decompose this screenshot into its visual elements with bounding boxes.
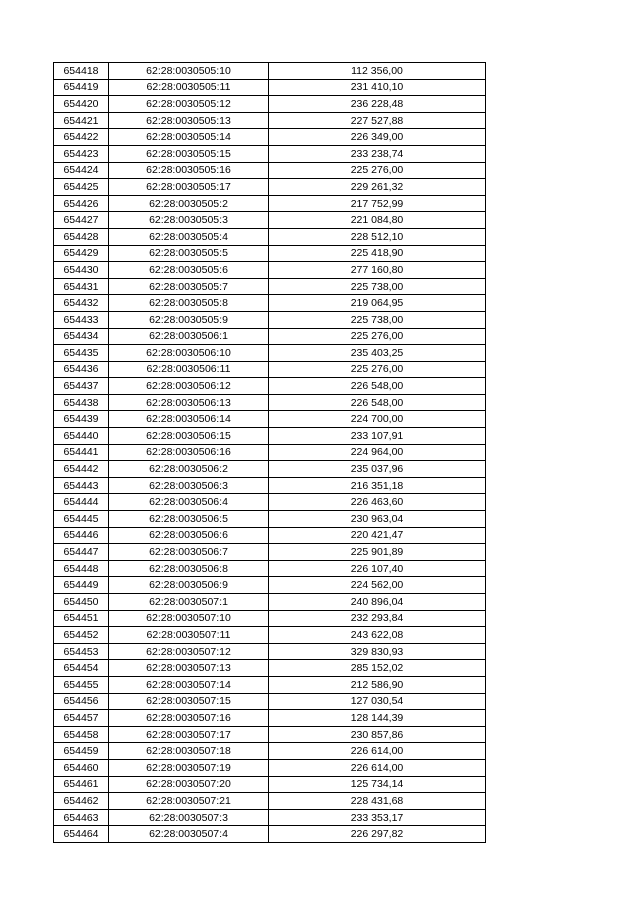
value-cell: 230 857,86 [269,726,486,743]
row-id-cell: 654455 [54,676,109,693]
value-cell: 224 700,00 [269,411,486,428]
cadastral-number-cell: 62:28:0030506:3 [109,477,269,494]
row-id-cell: 654456 [54,693,109,710]
value-cell: 230 963,04 [269,511,486,528]
cadastral-number-cell: 62:28:0030505:10 [109,63,269,80]
value-cell: 233 238,74 [269,145,486,162]
table-row [54,295,486,312]
table-row [54,594,486,611]
row-id-cell: 654448 [54,560,109,577]
row-id-cell: 654437 [54,378,109,395]
row-id-cell: 654444 [54,494,109,511]
value-cell: 212 586,90 [269,676,486,693]
row-id-cell: 654452 [54,627,109,644]
value-cell: 329 830,93 [269,643,486,660]
table-row [54,228,486,245]
table-row [54,378,486,395]
cadastral-number-cell: 62:28:0030507:15 [109,693,269,710]
table-row [54,328,486,345]
table-row [54,793,486,810]
row-id-cell: 654428 [54,228,109,245]
cadastral-number-cell: 62:28:0030507:4 [109,826,269,843]
table-row [54,112,486,129]
value-cell: 243 622,08 [269,627,486,644]
cadastral-number-cell: 62:28:0030506:16 [109,444,269,461]
value-cell: 224 562,00 [269,577,486,594]
table-row [54,311,486,328]
row-id-cell: 654446 [54,527,109,544]
table-row [54,643,486,660]
row-id-cell: 654459 [54,743,109,760]
cadastral-number-cell: 62:28:0030506:1 [109,328,269,345]
value-cell: 225 738,00 [269,278,486,295]
value-cell: 225 738,00 [269,311,486,328]
cadastral-number-cell: 62:28:0030505:14 [109,129,269,146]
cadastral-number-cell: 62:28:0030506:4 [109,494,269,511]
value-cell: 235 037,96 [269,461,486,478]
table-row [54,494,486,511]
cadastral-number-cell: 62:28:0030507:21 [109,793,269,810]
cadastral-number-cell: 62:28:0030505:8 [109,295,269,312]
table-row [54,428,486,445]
cadastral-number-cell: 62:28:0030505:13 [109,112,269,129]
row-id-cell: 654445 [54,511,109,528]
cadastral-value-table [53,62,486,843]
value-cell: 235 403,25 [269,345,486,362]
cadastral-number-cell: 62:28:0030507:11 [109,627,269,644]
row-id-cell: 654457 [54,710,109,727]
value-cell: 233 353,17 [269,809,486,826]
row-id-cell: 654463 [54,809,109,826]
row-id-cell: 654443 [54,477,109,494]
row-id-cell: 654431 [54,278,109,295]
cadastral-number-cell: 62:28:0030505:9 [109,311,269,328]
table-row [54,759,486,776]
value-cell: 226 297,82 [269,826,486,843]
value-cell: 224 964,00 [269,444,486,461]
cadastral-number-cell: 62:28:0030505:4 [109,228,269,245]
value-cell: 228 431,68 [269,793,486,810]
value-cell: 220 421,47 [269,527,486,544]
row-id-cell: 654436 [54,361,109,378]
row-id-cell: 654418 [54,63,109,80]
cadastral-number-cell: 62:28:0030507:12 [109,643,269,660]
row-id-cell: 654420 [54,96,109,113]
row-id-cell: 654464 [54,826,109,843]
row-id-cell: 654425 [54,179,109,196]
table-row [54,560,486,577]
value-cell: 225 276,00 [269,328,486,345]
row-id-cell: 654449 [54,577,109,594]
value-cell: 128 144,39 [269,710,486,727]
table-row [54,262,486,279]
table-row [54,444,486,461]
row-id-cell: 654439 [54,411,109,428]
table-row [54,544,486,561]
cadastral-number-cell: 62:28:0030505:2 [109,195,269,212]
value-cell: 216 351,18 [269,477,486,494]
row-id-cell: 654422 [54,129,109,146]
row-id-cell: 654421 [54,112,109,129]
cadastral-number-cell: 62:28:0030506:14 [109,411,269,428]
table-row [54,411,486,428]
cadastral-number-cell: 62:28:0030506:9 [109,577,269,594]
cadastral-number-cell: 62:28:0030507:19 [109,759,269,776]
table-row [54,527,486,544]
cadastral-number-cell: 62:28:0030506:15 [109,428,269,445]
row-id-cell: 654447 [54,544,109,561]
cadastral-number-cell: 62:28:0030507:3 [109,809,269,826]
value-cell: 226 107,40 [269,560,486,577]
value-cell: 225 901,89 [269,544,486,561]
cadastral-number-cell: 62:28:0030507:17 [109,726,269,743]
table-row [54,577,486,594]
value-cell: 232 293,84 [269,610,486,627]
row-id-cell: 654435 [54,345,109,362]
table-row [54,129,486,146]
value-cell: 225 276,00 [269,162,486,179]
row-id-cell: 654426 [54,195,109,212]
cadastral-number-cell: 62:28:0030505:12 [109,96,269,113]
row-id-cell: 654453 [54,643,109,660]
row-id-cell: 654438 [54,394,109,411]
value-cell: 225 276,00 [269,361,486,378]
value-cell: 217 752,99 [269,195,486,212]
cadastral-number-cell: 62:28:0030506:12 [109,378,269,395]
row-id-cell: 654423 [54,145,109,162]
cadastral-number-cell: 62:28:0030507:16 [109,710,269,727]
table-row [54,627,486,644]
row-id-cell: 654430 [54,262,109,279]
value-cell: 226 463,60 [269,494,486,511]
cadastral-number-cell: 62:28:0030505:15 [109,145,269,162]
cadastral-number-cell: 62:28:0030506:8 [109,560,269,577]
table-row [54,477,486,494]
row-id-cell: 654461 [54,776,109,793]
row-id-cell: 654419 [54,79,109,96]
cadastral-number-cell: 62:28:0030506:7 [109,544,269,561]
cadastral-number-cell: 62:28:0030507:1 [109,594,269,611]
table-row [54,394,486,411]
table-row [54,826,486,843]
value-cell: 225 418,90 [269,245,486,262]
row-id-cell: 654440 [54,428,109,445]
cadastral-number-cell: 62:28:0030505:17 [109,179,269,196]
cadastral-number-cell: 62:28:0030507:13 [109,660,269,677]
table-row [54,676,486,693]
row-id-cell: 654427 [54,212,109,229]
table-row [54,179,486,196]
cadastral-number-cell: 62:28:0030507:20 [109,776,269,793]
value-cell: 221 084,80 [269,212,486,229]
table-row [54,145,486,162]
table-row [54,610,486,627]
cadastral-number-cell: 62:28:0030507:10 [109,610,269,627]
value-cell: 226 614,00 [269,743,486,760]
value-cell: 226 614,00 [269,759,486,776]
value-cell: 233 107,91 [269,428,486,445]
table-row [54,710,486,727]
row-id-cell: 654424 [54,162,109,179]
row-id-cell: 654442 [54,461,109,478]
row-id-cell: 654434 [54,328,109,345]
value-cell: 229 261,32 [269,179,486,196]
row-id-cell: 654451 [54,610,109,627]
cadastral-number-cell: 62:28:0030506:6 [109,527,269,544]
table-body [54,63,486,843]
row-id-cell: 654432 [54,295,109,312]
row-id-cell: 654454 [54,660,109,677]
cadastral-number-cell: 62:28:0030506:11 [109,361,269,378]
table-row [54,743,486,760]
cadastral-number-cell: 62:28:0030505:6 [109,262,269,279]
value-cell: 285 152,02 [269,660,486,677]
table-row [54,461,486,478]
value-cell: 231 410,10 [269,79,486,96]
cadastral-number-cell: 62:28:0030505:3 [109,212,269,229]
cadastral-number-cell: 62:28:0030507:18 [109,743,269,760]
cadastral-number-cell: 62:28:0030505:16 [109,162,269,179]
value-cell: 125 734,14 [269,776,486,793]
value-cell: 226 548,00 [269,378,486,395]
row-id-cell: 654433 [54,311,109,328]
table-row [54,96,486,113]
table-row [54,79,486,96]
row-id-cell: 654462 [54,793,109,810]
row-id-cell: 654441 [54,444,109,461]
value-cell: 219 064,95 [269,295,486,312]
value-cell: 227 527,88 [269,112,486,129]
cadastral-number-cell: 62:28:0030505:5 [109,245,269,262]
table-row [54,63,486,80]
table-row [54,726,486,743]
row-id-cell: 654458 [54,726,109,743]
table-row [54,693,486,710]
table-row [54,345,486,362]
value-cell: 226 349,00 [269,129,486,146]
value-cell: 127 030,54 [269,693,486,710]
table-row [54,195,486,212]
table-row [54,776,486,793]
cadastral-number-cell: 62:28:0030505:7 [109,278,269,295]
value-cell: 226 548,00 [269,394,486,411]
table-row [54,809,486,826]
table-row [54,511,486,528]
table-row [54,660,486,677]
cadastral-number-cell: 62:28:0030505:11 [109,79,269,96]
value-cell: 112 356,00 [269,63,486,80]
table-row [54,212,486,229]
cadastral-number-cell: 62:28:0030506:13 [109,394,269,411]
table-row [54,278,486,295]
cadastral-number-cell: 62:28:0030506:2 [109,461,269,478]
row-id-cell: 654450 [54,594,109,611]
cadastral-number-cell: 62:28:0030506:5 [109,511,269,528]
value-cell: 277 160,80 [269,262,486,279]
value-cell: 228 512,10 [269,228,486,245]
cadastral-number-cell: 62:28:0030507:14 [109,676,269,693]
table-row [54,245,486,262]
cadastral-number-cell: 62:28:0030506:10 [109,345,269,362]
table-row [54,361,486,378]
value-cell: 236 228,48 [269,96,486,113]
table-row [54,162,486,179]
row-id-cell: 654460 [54,759,109,776]
row-id-cell: 654429 [54,245,109,262]
value-cell: 240 896,04 [269,594,486,611]
